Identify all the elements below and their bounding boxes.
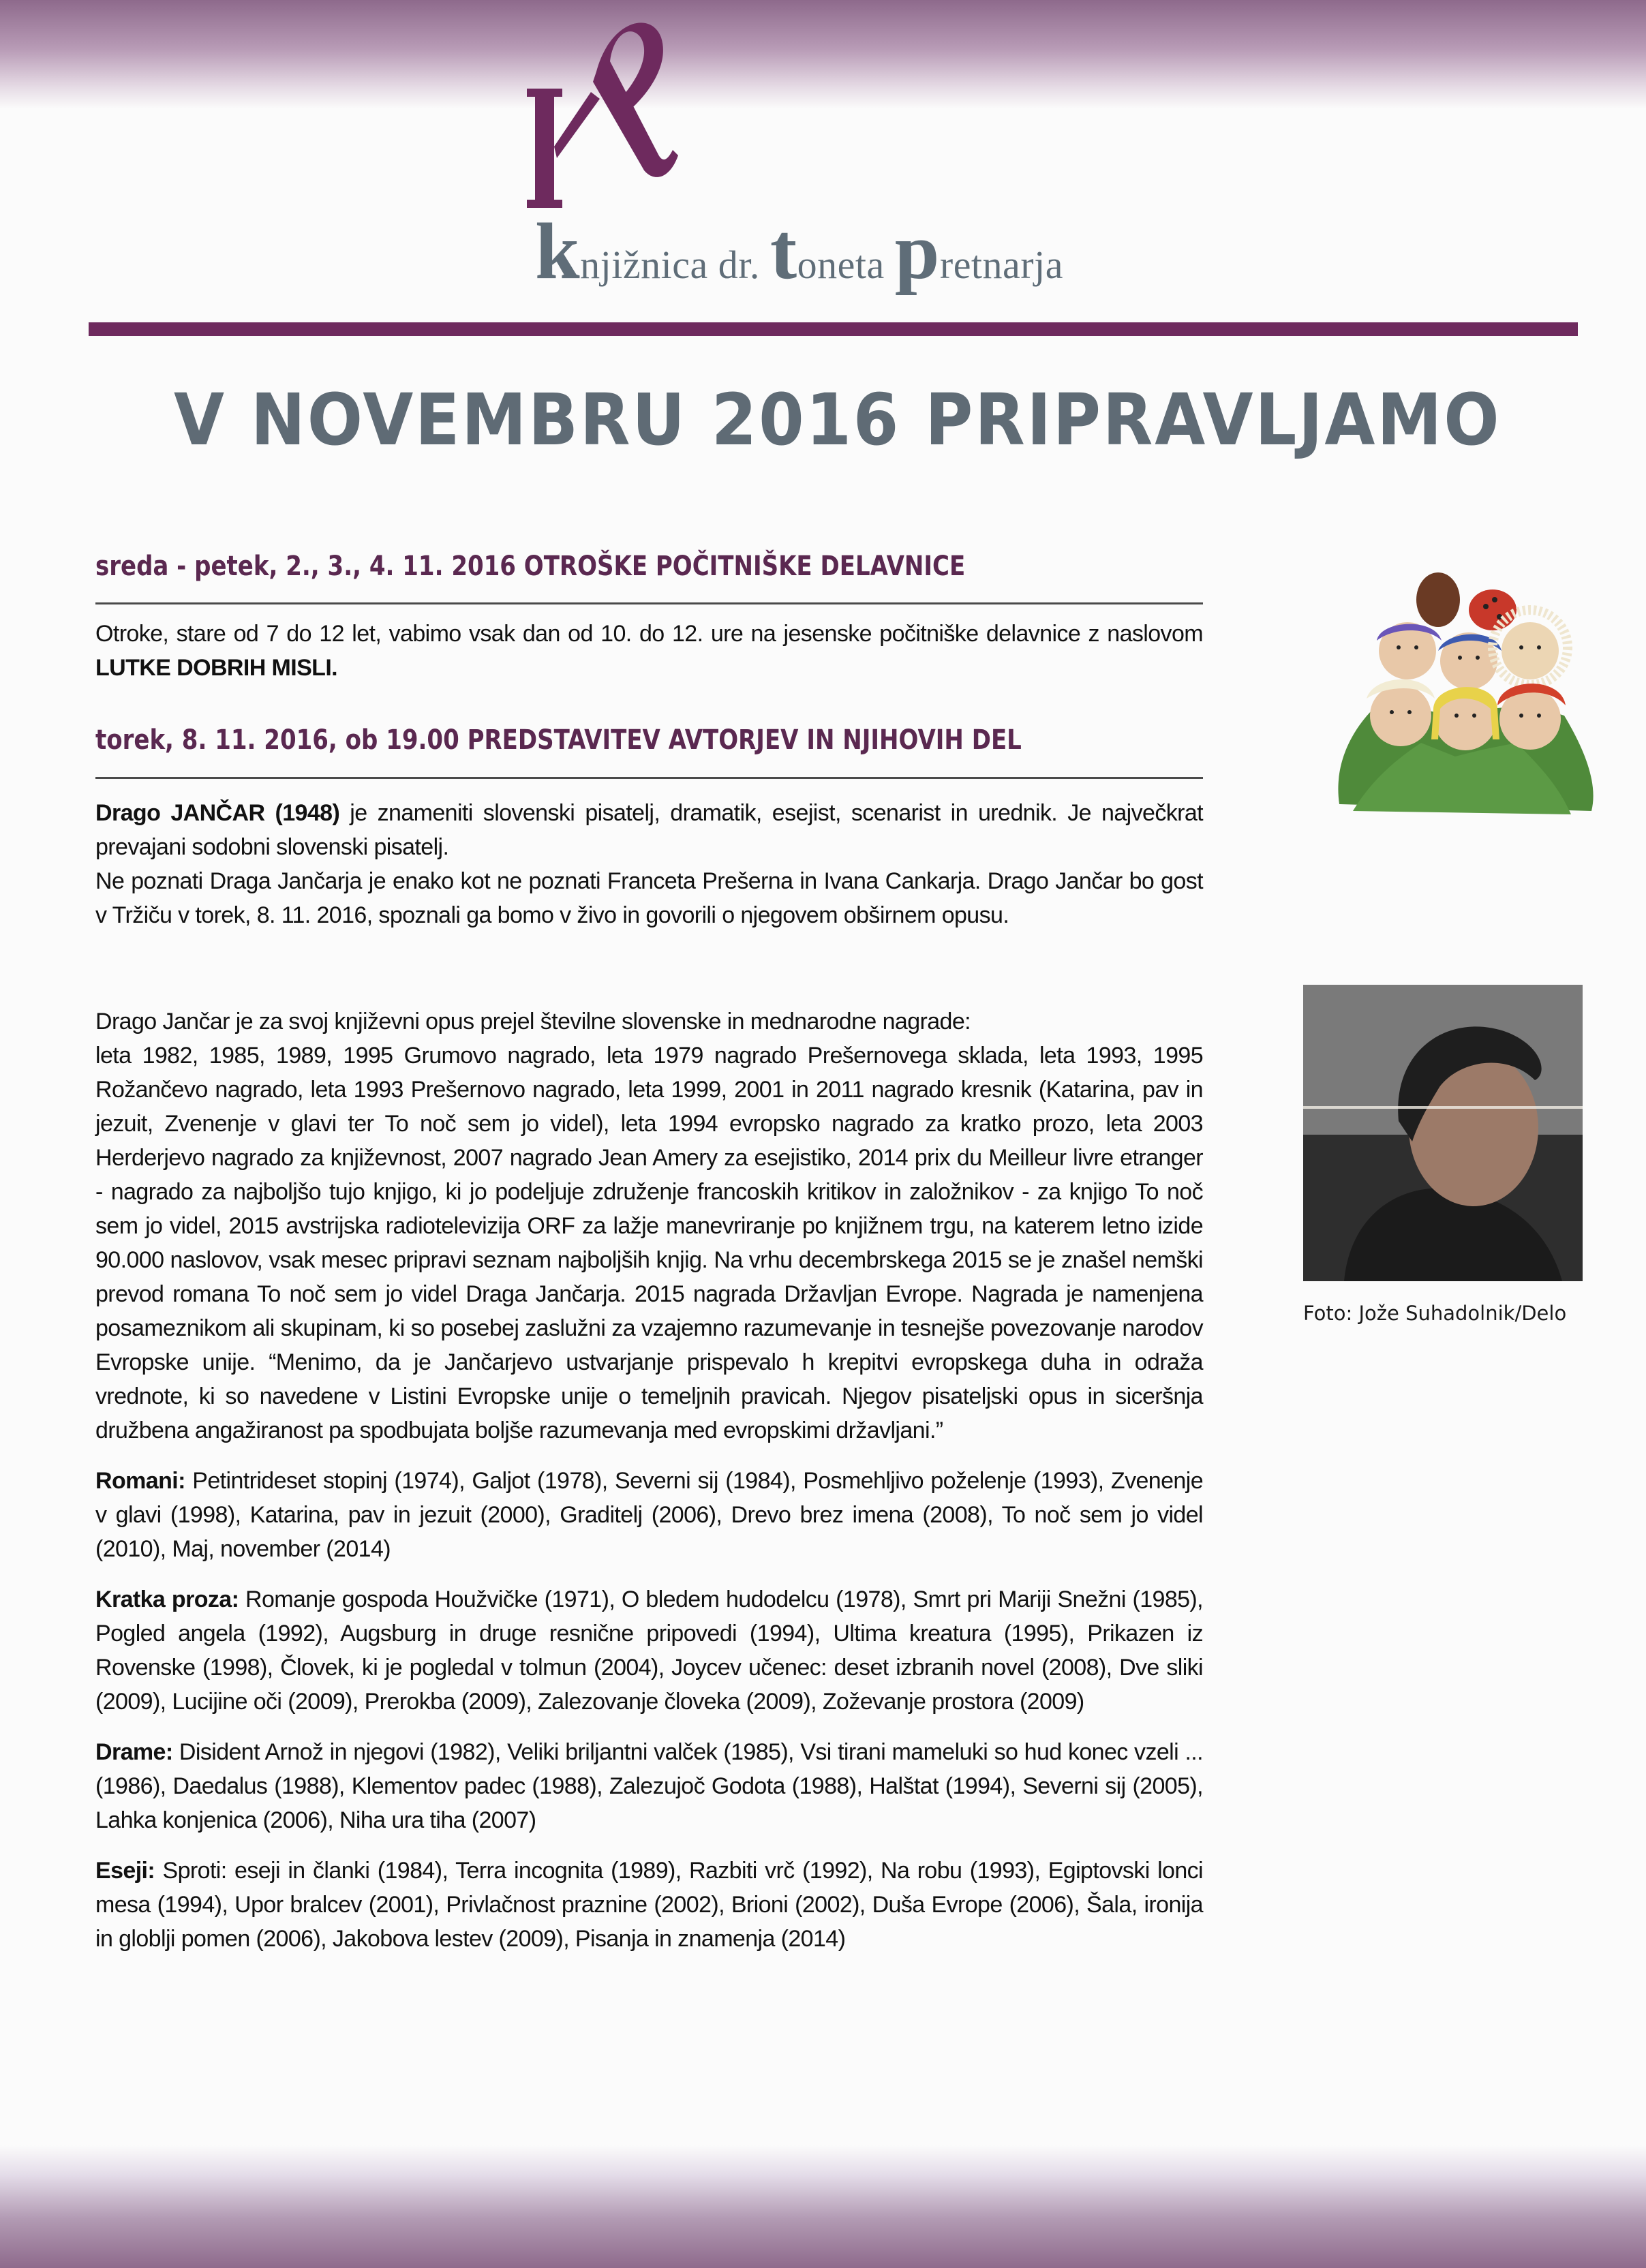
works-list: Romanje gospoda Houžvičke (1971), O bledem hudodelcu (1978), Smrt pri Mariji Snežni (1985), Pogled angela (1992), Augsburg in druge resnične pripovedi (1994), Ultima kreatura (1995), Prikazen iz Rovenske (1998), Človek, ki je pogledal v tolmun (2004), Joycev učenec: deset izbranih novel (2008), Dve sliki (2009), Lucijine oči (2009), Prerokba (2009), Zalezovanje človeka (2009), Zoževanje prostora (2009)	[95, 1587, 1203, 1715]
section-divider	[95, 602, 1203, 604]
library-logo	[515, 7, 1063, 296]
portrait-caption: Foto: Jože Suhadolnik/Delo	[1303, 1302, 1567, 1325]
bottom-gradient-band	[0, 2145, 1646, 2268]
author-visit-paragraph: Ne poznati Draga Jančarja je enako kot ne poznati Franceta Prešerna in Ivana Cankarja. Drago Jančar bo gost v Tržiču v torek, 8. 11. 2016, spoznali ga bomo v živo in govorili o njegovem obširnem opusu.	[95, 868, 1203, 928]
author-portrait	[1303, 985, 1583, 1281]
workshops-text: Otroke, stare od 7 do 12 let, vabimo vsak dan od 10. do 12. ure na jesenske počitniške delavnice z naslovom	[95, 621, 1203, 647]
library-name-initial-p: p	[894, 206, 940, 296]
page-title: V NOVEMBRU 2016 PRIPRAVLJAMO	[174, 378, 1502, 461]
portrait-photo-icon	[1303, 985, 1583, 1281]
works-label: Kratka proza:	[95, 1587, 239, 1612]
awards-intro: Drago Jančar je za svoj književni opus prejel številne slovenske in mednarodne nagrade:	[95, 1009, 971, 1035]
works-label: Romani:	[95, 1468, 185, 1494]
works-novels	[95, 1464, 1203, 1566]
library-name-part: retnarja	[939, 243, 1063, 287]
works-list: Disident Arnož in njegovi (1982), Veliki briljantni valček (1985), Vsi tirani mameluki so hud konec vzeli ...(1986), Daedalus (1988), Klementov padec (1988), Zalezujoč Godota (1988), Halštat (1994), Severni sij (2005), Lahka konjenica (2006), Niha ura tiha (2007)	[95, 1739, 1203, 1833]
library-name	[535, 206, 1063, 296]
section-divider	[95, 777, 1203, 779]
workshops-title: LUTKE DOBRIH MISLI.	[95, 655, 338, 681]
author-intro-text: je znameniti slovenski pisatelj, dramatik, esejist, scenarist in urednik. Je največkrat prevajani sodobni slovenski pisatelj.	[95, 800, 1203, 860]
library-name-part: njižnica dr.	[580, 243, 770, 287]
author-intro	[95, 796, 1203, 932]
event-heading-author-presentation: torek, 8. 11. 2016, ob 19.00 PREDSTAVITEV AVTORJEV IN NJIHOVIH DEL	[95, 724, 1022, 756]
works-dramas	[95, 1735, 1203, 1837]
author-name: Drago JANČAR (1948)	[95, 800, 340, 826]
works-list: Petintrideset stopinj (1974), Galjot (1978), Severni sij (1984), Posmehljivo poželenje (1993), Zvenenje v glavi (1998), Katarina, pav in jezuit (2000), Graditelj (2006), Drevo brez imena (2008), To noč sem jo videl (2010), Maj, november (2014)	[95, 1468, 1203, 1562]
author-intro-paragraph	[95, 796, 1203, 864]
puppets-image	[1312, 552, 1612, 821]
event-heading-workshops: sreda - petek, 2., 3., 4. 11. 2016 OTROŠKE POČITNIŠKE DELAVNICE	[95, 551, 966, 582]
works-list: Sproti: eseji in članki (1984), Terra incognita (1989), Razbiti vrč (1992), Na robu (1993), Egiptovski lonci mesa (1994), Upor bralcev (2001), Privlačnost praznine (2002), Brioni (2002), Duša Evrope (2006), Šala, ironija in globlji pomen (2006), Jakobova lestev (2009), Pisanja in znamenja (2014)	[95, 1858, 1203, 1952]
workshops-paragraph	[95, 617, 1203, 685]
works-label: Drame:	[95, 1739, 173, 1765]
event-description-workshops	[95, 617, 1203, 685]
library-name-part: oneta	[797, 243, 895, 287]
works-label: Eseji:	[95, 1858, 155, 1884]
author-awards	[95, 1005, 1203, 1956]
kp-monogram-icon	[515, 7, 692, 211]
works-short-prose	[95, 1582, 1203, 1719]
works-essays	[95, 1854, 1203, 1956]
header-divider	[89, 322, 1578, 336]
library-name-initial-t: t	[769, 206, 797, 296]
library-name-initial-k: k	[535, 206, 581, 296]
awards-paragraph: leta 1982, 1985, 1989, 1995 Grumovo nagrado, leta 1979 nagrado Prešernovega sklada, leta 1993, 1995 Rožančevo nagrado, leta 1993 Prešernovo nagrado, leta 1999, 2001 in 2011 nagrado kresnik (Katarina, pav in jezuit, Zvenenje v glavi ter To noč sem jo videl), leta 1994 evropsko nagrado za kratko prozo, leta 2003 Herderjevo nagrado za književnost, 2007 nagrado Jean Amery za esejistiko, 2014 prix du Meilleur livre etranger - nagrado za najboljšo tujo knjigo, ki jo podeljuje združenje francoskih kritikov in založnikov - za knjigo To noč sem jo videl, 2015 avstrijska radiotelevizija ORF za lažje manevriranje po knjižnem trgu, na katerem letno izide 90.000 naslovov, vsak mesec pripravi seznam najboljših knjig. Na vrhu decembrskega 2015 se je znašel nemški prevod romana To noč sem jo videl Draga Jančarja. 2015 nagrada Državljan Evrope. Nagrada je namenjena posameznikom ali skupinam, ki so posebej zaslužni za vzajemno razumevanje in tesnejše povezovanje narodov Evropske unije. “Menimo, da je Jančarjevo ustvarjanje prispevalo h krepitvi evropskega duha in odraža vrednote, ki so navedene v Listini Evropske unije o temeljnih pravicah. Njegov pisateljski opus in siceršnja družbena angažiranost pa spodbujata boljše razumevanja med evropskimi državljani.”	[95, 1043, 1203, 1443]
